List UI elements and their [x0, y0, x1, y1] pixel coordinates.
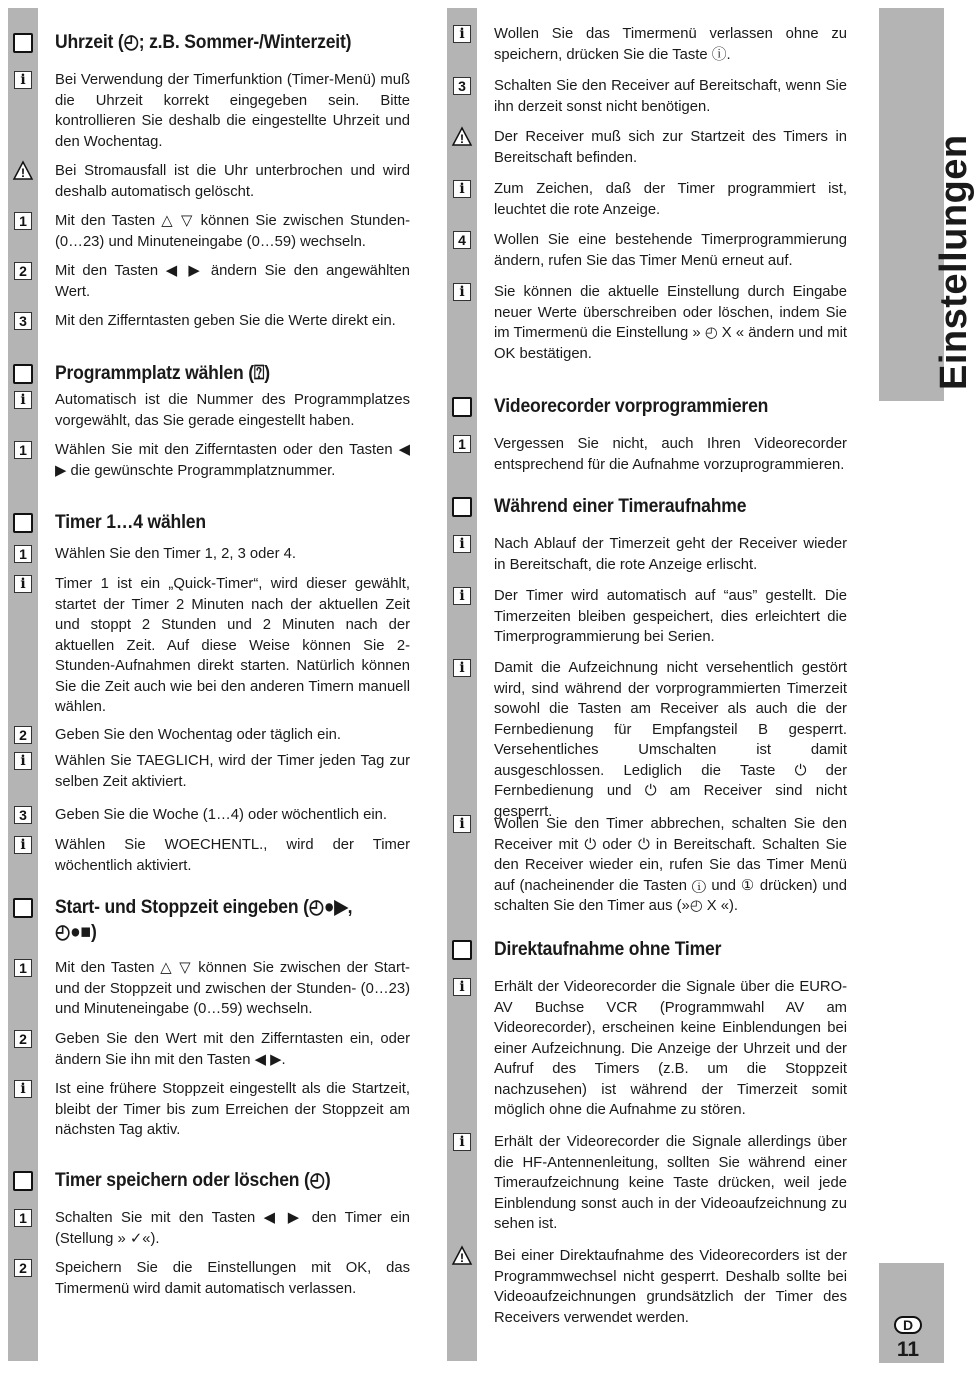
step-item — [8, 958, 410, 1020]
step-number-badge: 2 — [14, 262, 32, 280]
info-icon: i — [453, 25, 471, 43]
paragraph-text: Wählen Sie den Timer 1, 2, 3 oder 4. — [55, 546, 296, 562]
step-number-badge: 1 — [453, 435, 471, 453]
info-note — [447, 586, 847, 648]
info-note — [8, 835, 410, 876]
section-checkbox-icon — [452, 397, 472, 417]
info-note — [447, 1132, 847, 1235]
paragraph-text: Erhält der Videorecorder die Signale allerdings über die HF-Antennenleitung, sollten Sie während einer Timeraufzeichnung keine Taste drücken, weil jede Einblendung sonst auch in der Videoaufzeichnung zu sehen ist. — [494, 1134, 847, 1232]
section-heading-row — [8, 895, 410, 945]
paragraph-text: Bei Verwendung der Timerfunktion (Timer-Menü) muß die Uhrzeit korrekt eingegeben sein. Bitte kontrollieren Sie deshalb die eingestellte Uhrzeit und den Wochentag. — [55, 72, 410, 150]
section-checkbox-icon — [452, 940, 472, 960]
info-icon: i — [453, 1133, 471, 1151]
section-heading: Timer 1…4 wählen — [55, 511, 206, 533]
step-item — [447, 230, 847, 271]
step-item — [8, 311, 410, 332]
svg-text:!: ! — [460, 1251, 464, 1265]
info-icon: i — [14, 836, 32, 854]
step-number-badge: 1 — [14, 212, 32, 230]
paragraph-text: Schalten Sie mit den Tasten ◀ ▶ den Timer ein (Stellung » ✓«). — [55, 1210, 410, 1247]
paragraph-text: Geben Sie den Wochentag oder täglich ein. — [55, 727, 341, 743]
step-number-badge: 1 — [14, 441, 32, 459]
info-icon: i — [453, 815, 471, 833]
paragraph-text: Geben Sie die Woche (1…4) oder wöchentlich ein. — [55, 807, 388, 823]
svg-text:!: ! — [21, 166, 25, 180]
info-note — [447, 814, 847, 917]
section-checkbox-icon — [13, 1171, 33, 1191]
paragraph-text: Speichern Sie die Einstellungen mit OK, das Timermenü wird damit automatisch verlassen. — [55, 1260, 410, 1297]
warning-note — [8, 161, 410, 202]
warning-note — [447, 1246, 847, 1328]
section-checkbox-icon — [452, 497, 472, 517]
warning-icon — [453, 1247, 471, 1265]
info-note — [8, 390, 410, 431]
info-icon: i — [14, 1080, 32, 1098]
info-note — [447, 658, 847, 822]
warning-icon — [14, 162, 32, 180]
warning-note — [447, 127, 847, 168]
step-item — [8, 725, 410, 746]
section-checkbox-icon — [13, 364, 33, 384]
section-heading-row — [447, 494, 847, 519]
svg-text:!: ! — [460, 132, 464, 146]
step-number-badge: 1 — [14, 959, 32, 977]
section-tab-label: Einstellungen — [933, 134, 975, 390]
info-note — [8, 70, 410, 152]
section-heading: Start- und Stoppzeit eingeben (◴●▶, ◴●■) — [55, 896, 353, 943]
info-icon: i — [453, 283, 471, 301]
info-note — [447, 977, 847, 1121]
paragraph-text: Mit den Zifferntasten geben Sie die Werte direkt ein. — [55, 313, 396, 329]
paragraph-text: Wählen Sie mit den Zifferntasten oder den Tasten ◀ ▶ die gewünschte Programmplatznummer. — [55, 442, 410, 479]
step-item — [447, 76, 847, 117]
language-badge: D — [894, 1316, 922, 1334]
info-note — [447, 179, 847, 220]
section-heading-row — [8, 361, 410, 386]
paragraph-text: Wählen Sie TAEGLICH, wird der Timer jeden Tag zur selben Zeit aktiviert. — [55, 753, 410, 790]
paragraph-text: Timer 1 ist ein „Quick-Timer“, wird dieser gewählt, startet der Timer 2 Minuten nach der aktuellen Zeit und stoppt 2 Stunden und 2 Minuten nach der aktuellen Zeit. Auf diese Weise können Sie 2-Stunden-Aufnahmen direkt starten. Natürlich können Sie die Zeit auch wie bei den anderen Timern manuell wählen. — [55, 576, 410, 715]
paragraph-text: Mit den Tasten △ ▽ können Sie zwischen Stunden- (0…23) und Minuteneingabe (0…59) wechseln. — [55, 213, 410, 250]
paragraph-text: Mit den Tasten ◀ ▶ ändern Sie den angewählten Wert. — [55, 263, 410, 300]
step-item — [447, 434, 847, 475]
step-item — [8, 1258, 410, 1299]
paragraph-text: Mit den Tasten △ ▽ können Sie zwischen der Start- und der Stoppzeit und zwischen der Stunden- (0…23) und Minuteneingabe (0…59) wechseln. — [55, 960, 410, 1017]
paragraph-text: Der Timer wird automatisch auf “aus” gestellt. Die Timerzeiten bleiben gespeichert, dies erleichtert die Timerprogrammierung bei Serien. — [494, 588, 847, 645]
step-number-badge: 1 — [14, 1209, 32, 1227]
info-note — [447, 24, 847, 65]
paragraph-text: Geben Sie den Wert mit den Zifferntasten ein, oder ändern Sie ihn mit den Tasten ◀ ▶. — [55, 1031, 410, 1068]
section-heading-row — [447, 394, 847, 419]
step-number-badge: 1 — [14, 545, 32, 563]
info-icon: i — [453, 535, 471, 553]
paragraph-text: Automatisch ist die Nummer des Programmplatzes vorgewählt, das Sie gerade eingestellt haben. — [55, 392, 410, 429]
step-number-badge: 3 — [14, 312, 32, 330]
info-icon: i — [453, 180, 471, 198]
info-icon: i — [14, 71, 32, 89]
section-heading-row — [8, 1168, 410, 1193]
paragraph-text: Ist eine frühere Stoppzeit eingestellt als die Startzeit, bleibt der Timer bis zum Erreichen der Stoppzeit am nächsten Tag aktiv. — [55, 1081, 410, 1138]
paragraph-text: Wollen Sie den Timer abbrechen, schalten Sie den Receiver mit ⏻ oder ⏻ in Bereitschaft. Schalten Sie den Receiver wieder ein, rufen Sie das Timer Menü auf (nacheinender die Tasten ⓘ und ① drücken) und schalten Sie den Timer aus (»◴ X «). — [494, 816, 847, 914]
paragraph-text: Vergessen Sie nicht, auch Ihren Videorecorder entsprechend für die Aufnahme vorzuprogrammieren. — [494, 436, 847, 473]
info-note — [8, 1079, 410, 1141]
paragraph-text: Wählen Sie WOECHENTL., wird der Timer wöchentlich aktiviert. — [55, 837, 410, 874]
section-heading-row — [447, 937, 847, 962]
info-note — [447, 282, 847, 364]
section-heading-row — [8, 30, 410, 55]
section-heading: Programmplatz wählen (⍰) — [55, 362, 270, 384]
step-number-badge: 2 — [14, 1030, 32, 1048]
paragraph-text: Sie können die aktuelle Einstellung durch Eingabe neuer Werte überschreiben oder löschen, indem Sie im Timermenü die Einstellung » ◴ X « ändern und mit OK bestätigen. — [494, 284, 847, 362]
info-note — [447, 534, 847, 575]
info-icon: i — [453, 587, 471, 605]
section-heading-row — [8, 510, 410, 535]
step-number-badge: 3 — [453, 77, 471, 95]
info-icon: i — [453, 978, 471, 996]
step-item — [8, 261, 410, 302]
info-note — [8, 751, 410, 792]
paragraph-text: Zum Zeichen, daß der Timer programmiert ist, leuchtet die rote Anzeige. — [494, 181, 847, 218]
paragraph-text: Damit die Aufzeichnung nicht versehentlich gestört wird, sind während der vorprogrammierten Timerzeit sowohl die Tasten am Receiver als auch die der Fernbedienung für Empfangsteil B gesperrt. Versehentliches Umschalten ist damit ausgeschlossen. Lediglich die Taste ⏻ der Fernbedienung und ⏻ am Receiver sind nicht gesperrt. — [494, 660, 847, 820]
paragraph-text: Bei Stromausfall ist die Uhr unterbrochen und wird deshalb automatisch gelöscht. — [55, 163, 410, 200]
step-number-badge: 3 — [14, 806, 32, 824]
section-heading: Videorecorder vorprogrammieren — [494, 395, 769, 417]
section-heading: Timer speichern oder löschen (◴) — [55, 1169, 331, 1191]
section-checkbox-icon — [13, 513, 33, 533]
warning-icon — [453, 128, 471, 146]
step-item — [8, 805, 410, 826]
paragraph-text: Erhält der Videorecorder die Signale über die EURO-AV Buchse VCR (Programmwahl AV am Videorecorder), erscheinen keine Einblendungen bei einer Aufzeichnung. Die Anzeige der Uhrzeit und der Aufruf des Timers (z.B. um die Stoppzeit nachzusehen) ist während der Timerzeit somit möglich ohne die Aufnahme zu stören. — [494, 979, 847, 1118]
step-number-badge: 2 — [14, 1259, 32, 1277]
step-item — [8, 1029, 410, 1070]
info-icon: i — [14, 575, 32, 593]
info-icon: i — [453, 659, 471, 677]
page-number: 11 — [896, 1338, 920, 1361]
section-heading: Direktaufnahme ohne Timer — [494, 938, 722, 960]
paragraph-text: Schalten Sie den Receiver auf Bereitschaft, wenn Sie ihn derzeit sonst nicht benötigen. — [494, 78, 847, 115]
section-heading: Während einer Timeraufnahme — [494, 495, 747, 517]
step-item — [8, 1208, 410, 1249]
info-note — [8, 574, 410, 718]
info-icon: i — [14, 752, 32, 770]
paragraph-text: Nach Ablauf der Timerzeit geht der Receiver wieder in Bereitschaft, die rote Anzeige erlischt. — [494, 536, 847, 573]
step-number-badge: 2 — [14, 726, 32, 744]
paragraph-text: Bei einer Direktaufnahme des Videorecorders ist der Programmwechsel nicht gesperrt. Deshalb sollte bei Videoaufzeichnungen grundsätzlich der Timer des Receivers verwendet werden. — [494, 1248, 847, 1326]
section-checkbox-icon — [13, 898, 33, 918]
step-item — [8, 440, 410, 481]
paragraph-text: Der Receiver muß sich zur Startzeit des Timers in Bereitschaft befinden. — [494, 129, 847, 166]
section-checkbox-icon — [13, 33, 33, 53]
step-number-badge: 4 — [453, 231, 471, 249]
section-heading: Uhrzeit (◴; z.B. Sommer-/Winterzeit) — [55, 31, 352, 53]
step-item — [8, 544, 410, 565]
step-item — [8, 211, 410, 252]
paragraph-text: Wollen Sie eine bestehende Timerprogrammierung ändern, rufen Sie das Timer Menü erneut auf. — [494, 232, 847, 269]
info-icon: i — [14, 391, 32, 409]
paragraph-text: Wollen Sie das Timermenü verlassen ohne zu speichern, drücken Sie die Taste ⓘ. — [494, 26, 847, 63]
